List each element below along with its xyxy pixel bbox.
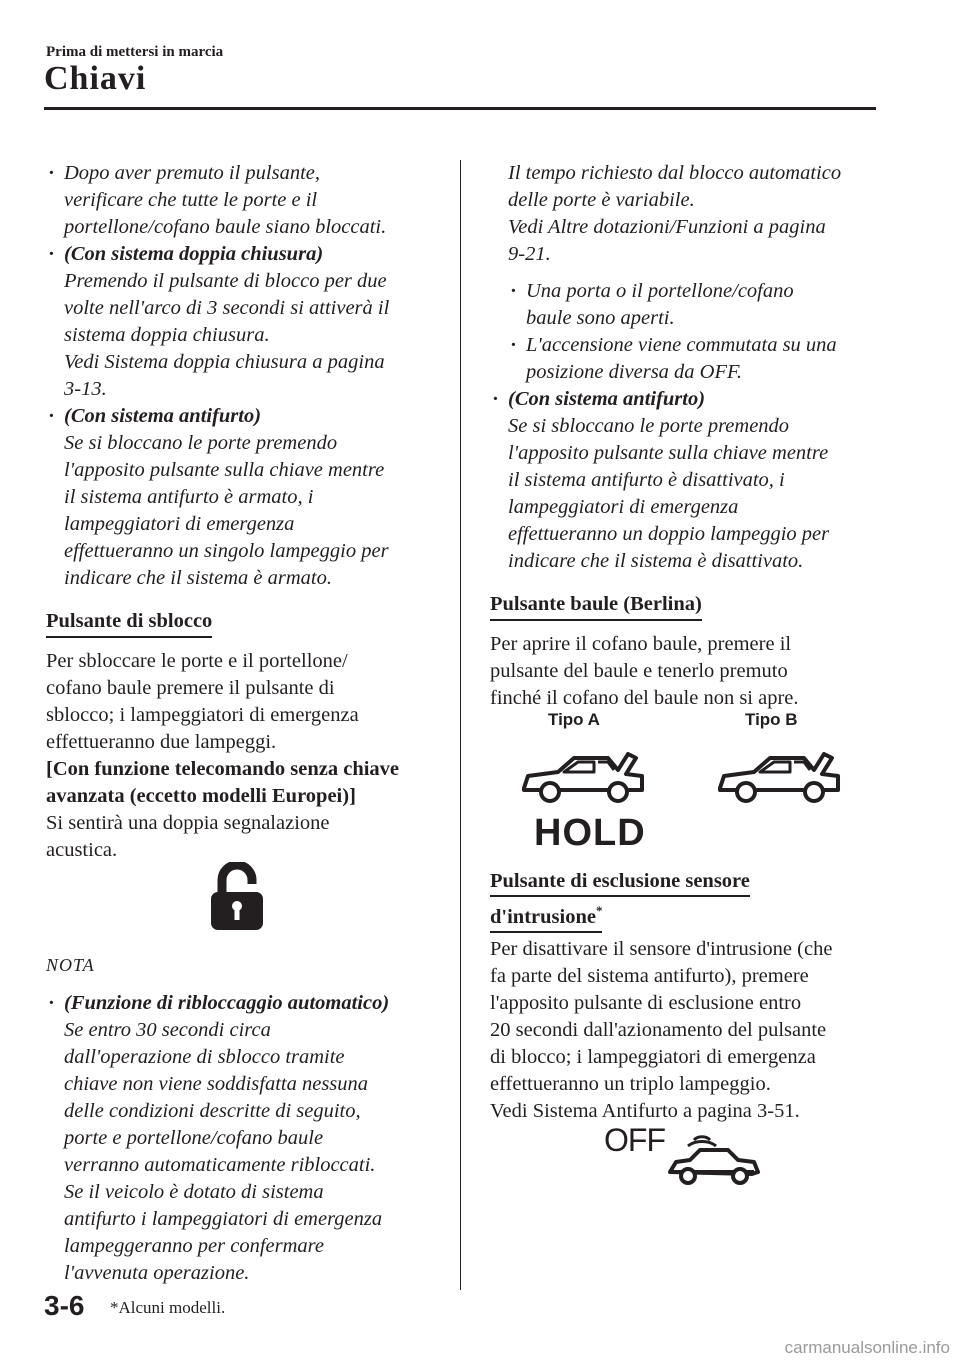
bullet-verify-locked: · Dopo aver premuto il pulsante, verificare che tutte le porte e il portellone/cofano baule siano bloccati. bbox=[46, 160, 446, 241]
nota-label: NOTA bbox=[46, 955, 95, 975]
unlock-padlock-icon bbox=[208, 862, 266, 932]
nota-content bbox=[46, 990, 446, 1287]
watermark: carmanualsonline.info bbox=[784, 1338, 950, 1357]
type-a-label: Tipo A bbox=[548, 710, 600, 729]
sub-bullet-ignition: · L'accensione viene commutata su una posizione diversa da OFF. bbox=[508, 332, 890, 386]
unlock-button-heading: Pulsante di sblocco bbox=[46, 608, 212, 638]
relock-continuation: Il tempo richiesto dal blocco automatico delle porte è variabile. Vedi Altre dotazioni/Funzioni a pagina 9-21. bbox=[508, 162, 842, 265]
hold-label: HOLD bbox=[534, 812, 646, 854]
off-label: OFF bbox=[604, 1122, 665, 1158]
bullet-auto-relock: · (Funzione di ribloccaggio automatico) Se entro 30 secondi circa dall'operazione di sblocco tramite chiave non viene soddisfatta nessuna delle condizioni descritte di seguito, porte e portellone/cofano baule verranno automaticamente ribloccati. Se il veicolo è dotato di sistema antifurto i lampeggiatori di emergenza lampeggeranno per confermare l'avvenuta operazione. bbox=[46, 990, 446, 1287]
intrusion-sensor-body: Per disattivare il sensore d'intrusione (che fa parte del sistema antifurto), premere l'apposito pulsante di esclusione entro 20 secondi dall'azionamento del pulsante di blocco; i lampeggiatori di emergenza effettueranno un triplo lampeggio. Vedi Sistema Antifurto a pagina 3-51. bbox=[490, 938, 833, 1122]
bullet-double-lock: · (Con sistema doppia chiusura) Premendo il pulsante di blocco per due volte nell'arco di 3 secondi si attiverà il sistema doppia chiusura. Vedi Sistema doppia chiusura a pagina 3-13. bbox=[46, 241, 446, 403]
trunk-button-heading: Pulsante baule (Berlina) bbox=[490, 591, 702, 621]
right-column bbox=[490, 160, 890, 712]
bullet-antitheft-disarmed: · (Con sistema antifurto) Se si sbloccano le porte premendo l'apposito pulsante sulla chiave mentre il sistema antifurto è disattivato, i lampeggiatori di emergenza effettueranno un doppio lampeggio per indicare che il sistema è disattivato. bbox=[490, 386, 890, 575]
type-b-label: Tipo B bbox=[745, 710, 798, 729]
page-number: 3-6 bbox=[44, 1290, 85, 1321]
unlock-body: Per sbloccare le porte e il portellone/ cofano baule premere il pulsante di sblocco; i lampeggiatori di emergenza effettueranno due lampeggi. [Con funzione telecomando senza chiave avanzata (eccetto modelli Europei)] Si sentirà una doppia segnalazione acustica. bbox=[46, 650, 400, 861]
column-divider bbox=[460, 160, 461, 1290]
section-label: Prima di mettersi in marcia bbox=[46, 44, 224, 60]
trunk-open-car-icon-b bbox=[714, 748, 844, 810]
header-rule bbox=[44, 107, 876, 110]
footnote: *Alcuni modelli. bbox=[110, 1298, 226, 1317]
trunk-open-car-icon-a bbox=[518, 748, 648, 810]
intrusion-sensor-heading: Pulsante di esclusione sensore d'intrusione* bbox=[490, 868, 750, 933]
sub-bullet-door-open: · Una porta o il portellone/cofano baule sono aperti. bbox=[508, 278, 890, 332]
bullet-antitheft-armed: · (Con sistema antifurto) Se si bloccano le porte premendo l'apposito pulsante sulla chiave mentre il sistema antifurto è armato, i lampeggiatori di emergenza effettueranno un singolo lampeggio per indicare che il sistema è armato. bbox=[46, 403, 446, 592]
intrusion-sensor-car-icon bbox=[664, 1130, 764, 1192]
trunk-body: Per aprire il cofano baule, premere il pulsante del baule e tenerlo premuto finché il cofano del baule non si apre. bbox=[490, 633, 799, 709]
left-column bbox=[46, 160, 446, 864]
chapter-title: Chiavi bbox=[44, 60, 147, 97]
